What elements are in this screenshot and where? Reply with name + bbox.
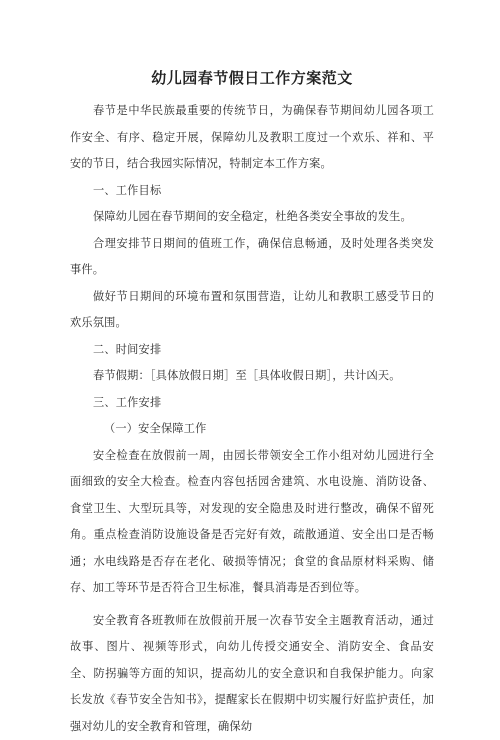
safety-inspection-paragraph: 安全检查在放假前一周，由园长带领安全工作小组对幼儿园进行全面细致的安全大检查。检查内容包括园舍建筑、水电设施、消防设备、食堂卫生、大型玩具等，对发现的安全隐患及时进行整改，确保不留死角。重点检查消防设施设备是否完好有效，疏散通道、安全出口是否畅通；水电线路是否存在老化、破损等情况；食堂的食品原材料采购、储存、加工等环节是否符合卫生标准，餐具消毒是否到位等。 — [70, 443, 434, 602]
section-heading-schedule: 二、时间安排 — [70, 337, 434, 364]
schedule-text: 春节假期：［具体放假日期］至［具体收假日期］，共计凶天。 — [70, 363, 434, 390]
goal-item-3: 做好节日期间的环境布置和氛围营造，让幼儿和教职工感受节日的欢乐氛围。 — [70, 284, 434, 337]
subsection-heading-safety: （一）安全保障工作 — [70, 416, 434, 443]
goal-item-2: 合理安排节日期间的值班工作，确保信息畅通，及时处理各类突发事件。 — [70, 231, 434, 284]
intro-paragraph: 春节是中华民族最重要的传统节日，为确保春节期间幼儿园各项工作安全、有序、稳定开展，保障幼儿及教职工度过一个欢乐、祥和、平安的节日，结合我园实际情况，特制定本工作方案。 — [70, 98, 434, 178]
section-heading-work: 三、工作安排 — [70, 390, 434, 417]
safety-education-paragraph: 安全教育各班教师在放假前开展一次春节安全主题教育活动，通过故事、图片、视频等形式，向幼儿传授交通安全、消防安全、食品安全、防拐骗等方面的知识，提高幼儿的安全意识和自我保护能力。向家长发放《春节安全告知书》，提醒家长在假期中切实履行好监护责任，加强对幼儿的安全教育和管理，确保幼 — [70, 608, 434, 740]
goal-item-1: 保障幼儿园在春节期间的安全稳定，杜绝各类安全事故的发生。 — [70, 204, 434, 231]
section-heading-goals: 一、工作目标 — [70, 178, 434, 205]
document-title: 幼儿园春节假日工作方案范文 — [70, 68, 434, 88]
